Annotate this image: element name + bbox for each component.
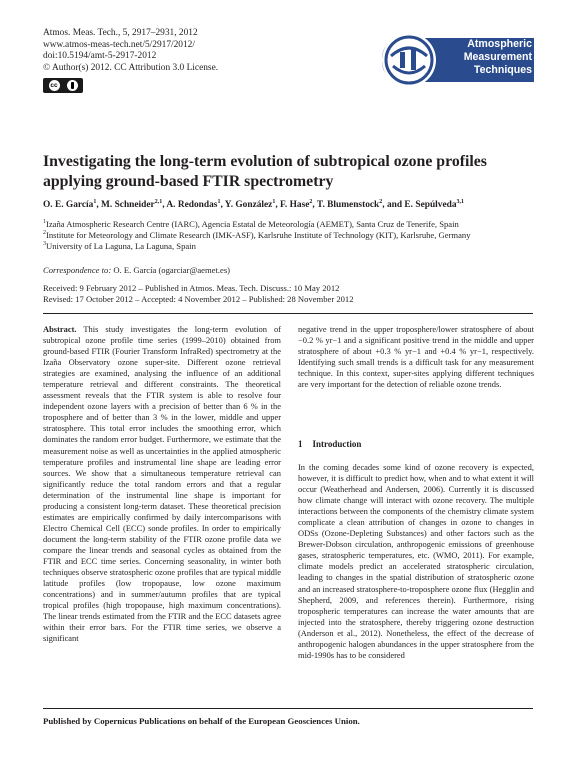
- attribution-icon: [67, 80, 78, 91]
- header-divider: [43, 313, 533, 314]
- correspondence-email[interactable]: O. E. García (ogarciar@aemet.es): [113, 265, 231, 275]
- abstract-continued: negative trend in the upper troposphere/lower stratosphere of about −0.2 % yr−1 and a significant positive trend in the middle and upper stratosphere of about +0.3 % yr−1 and +0.4 % yr−1, respectively. Identifying such small trends is a difficult task for any measurement technique. In this context, super-sites applying different techniques are very important for the detection of reliable ozone trends.: [298, 324, 534, 390]
- author: F. Hase$^2$,: [280, 199, 317, 211]
- section-heading: [298, 439, 371, 449]
- received-dates: Received: 9 February 2012 – Published in Atmos. Meas. Tech. Discuss.: 10 May 2012: [43, 283, 340, 293]
- journal-logo-text: [420, 38, 532, 76]
- publisher-footer: Published by Copernicus Publications on behalf of the European Geosciences Union.: [43, 716, 360, 726]
- footer-divider: [43, 708, 533, 709]
- creative-commons-badge[interactable]: [43, 78, 83, 93]
- author: A. Redondas$^1$,: [166, 199, 225, 211]
- affiliation: $^2$Institute for Meteorology and Climate Research (IMK-ASF), Karlsruhe Institute of Technology (KIT), Karlsruhe, Germany: [43, 229, 471, 240]
- revised-dates: Revised: 17 October 2012 – Accepted: 4 November 2012 – Published: 28 November 2012: [43, 294, 354, 304]
- section-title: Introduction: [312, 439, 362, 449]
- section-number: 1: [298, 439, 303, 449]
- author: T. Blumenstock$^2$, and: [316, 199, 405, 211]
- correspondence: [43, 265, 230, 275]
- author: E. Sepúlveda$^{3,1}$: [404, 199, 465, 211]
- logo-line-1: Atmospheric: [467, 38, 532, 50]
- author: O. E. García$^1$,: [43, 199, 102, 211]
- title-line-2: applying ground-based FTIR spectrometry: [43, 173, 334, 190]
- journal-url[interactable]: www.atmos-meas-tech.net/5/2917/2012/: [43, 39, 195, 50]
- abstract: [43, 324, 281, 644]
- cc-icon: cc: [50, 82, 58, 89]
- title-line-1: Investigating the long-term evolution of subtropical ozone profiles: [43, 153, 487, 170]
- logo-line-3: Techniques: [473, 63, 532, 76]
- abstract-label: Abstract.: [43, 324, 77, 334]
- paper-title: [43, 152, 543, 192]
- affiliation: $^1$Izaña Atmospheric Research Centre (IARC), Agencia Estatal de Meteorología (AEMET), Santa Cruz de Tenerife, Spain: [43, 218, 459, 229]
- journal-citation: [43, 28, 218, 74]
- correspondence-label: Correspondence to:: [43, 265, 112, 275]
- author-list: [43, 199, 543, 210]
- introduction-text: In the coming decades some kind of ozone recovery is expected, however, it is difficult to predict how, when and to what extent it will occur (Weatherhead and Andersen, 2006). Currently it is discussed how climate change will interact with ozone recovery. The multiple interactions between the components of the chemistry climate system complicate a clean attribution of changes in ozone to changes in ODSs (Ozone-Depleting Substances) and other factors such as the Brewer-Dobson circulation, anthropogenic emissions of greenhouse gases, stratospheric temperatures, etc. (WMO, 2011). For example, climate models predict an accelerated stratospheric circulation, leading to changes in the spatial distribution of stratospheric ozone and an increased stratosphere-to-troposphere ozone flux (Hegglin and Shepherd, 2009, and references therein). Furthermore, rising tropospheric temperatures can increase the water amounts that are injected into the stratosphere, thereby triggering ozone destruction (Anderson et al., 2012). Nonetheless, the effect of the decrease of anthropogenic halogen abundances in the upper stratosphere from the mid-1990s has to be considered: [298, 462, 534, 660]
- doi[interactable]: doi:10.5194/amt-5-2917-2012: [43, 51, 157, 62]
- affiliation: $^3$University of La Laguna, La Laguna, Spain: [43, 240, 196, 251]
- abstract-text: This study investigates the long-term evolution of subtropical ozone profile time series (1999–2010) obtained from ground-based FTIR (Fourier Transform InfraRed) spectrometry at the Izaña Observatory ozone super-site. Different ozone retrieval strategies are examined, analysing the influence of an additional temperature retrieval and different constraints. The theoretical assessment reveals that the FTIR system is able to resolve four independent ozone layers with a precision of better than 6 % in the troposphere and of better than 3 % in the lower, middle and upper stratosphere. This total error includes the smoothing error, which dominates the random error budget. Furthermore, we estimate that the measurement noise as well as uncertainties in the applied atmospheric temperature profiles and instrumental line shape are leading error sources. We show that a simultaneous temperature retrieval can significantly reduce the total random errors and that a regular determination of the instrumental line shape is important for producing a consistent long-term dataset. These theoretical precision estimates are empirically confirmed by daily intercomparisons with Electro Chemical Cell (ECC) sonde profiles. In order to empirically document the long-term stability of the FTIR ozone profile data we compare the linear trends and seasonal cycles as obtained from the FTIR and ECC time series. Concerning seasonality, in winter both techniques observe stratospheric ozone profiles that are typical middle latitude profiles (low tropopause, low ozone maximum concentrations) and in summer/autumn profiles that are typical tropical profiles (high tropopause, high maximum concentrations). The linear trends estimated from the FTIR and the ECC datasets agree within their error bars. For the FTIR time series, we observe a significant: [43, 324, 281, 644]
- author: Y. González$^1$,: [224, 199, 281, 211]
- logo-line-2: Measurement: [463, 50, 532, 63]
- journal-line-1: Atmos. Meas. Tech., 5, 2917–2931, 2012: [43, 28, 198, 38]
- author: M. Schneider$^{2,1}$,: [101, 199, 167, 211]
- license-line: © Author(s) 2012. CC Attribution 3.0 License.: [43, 62, 219, 73]
